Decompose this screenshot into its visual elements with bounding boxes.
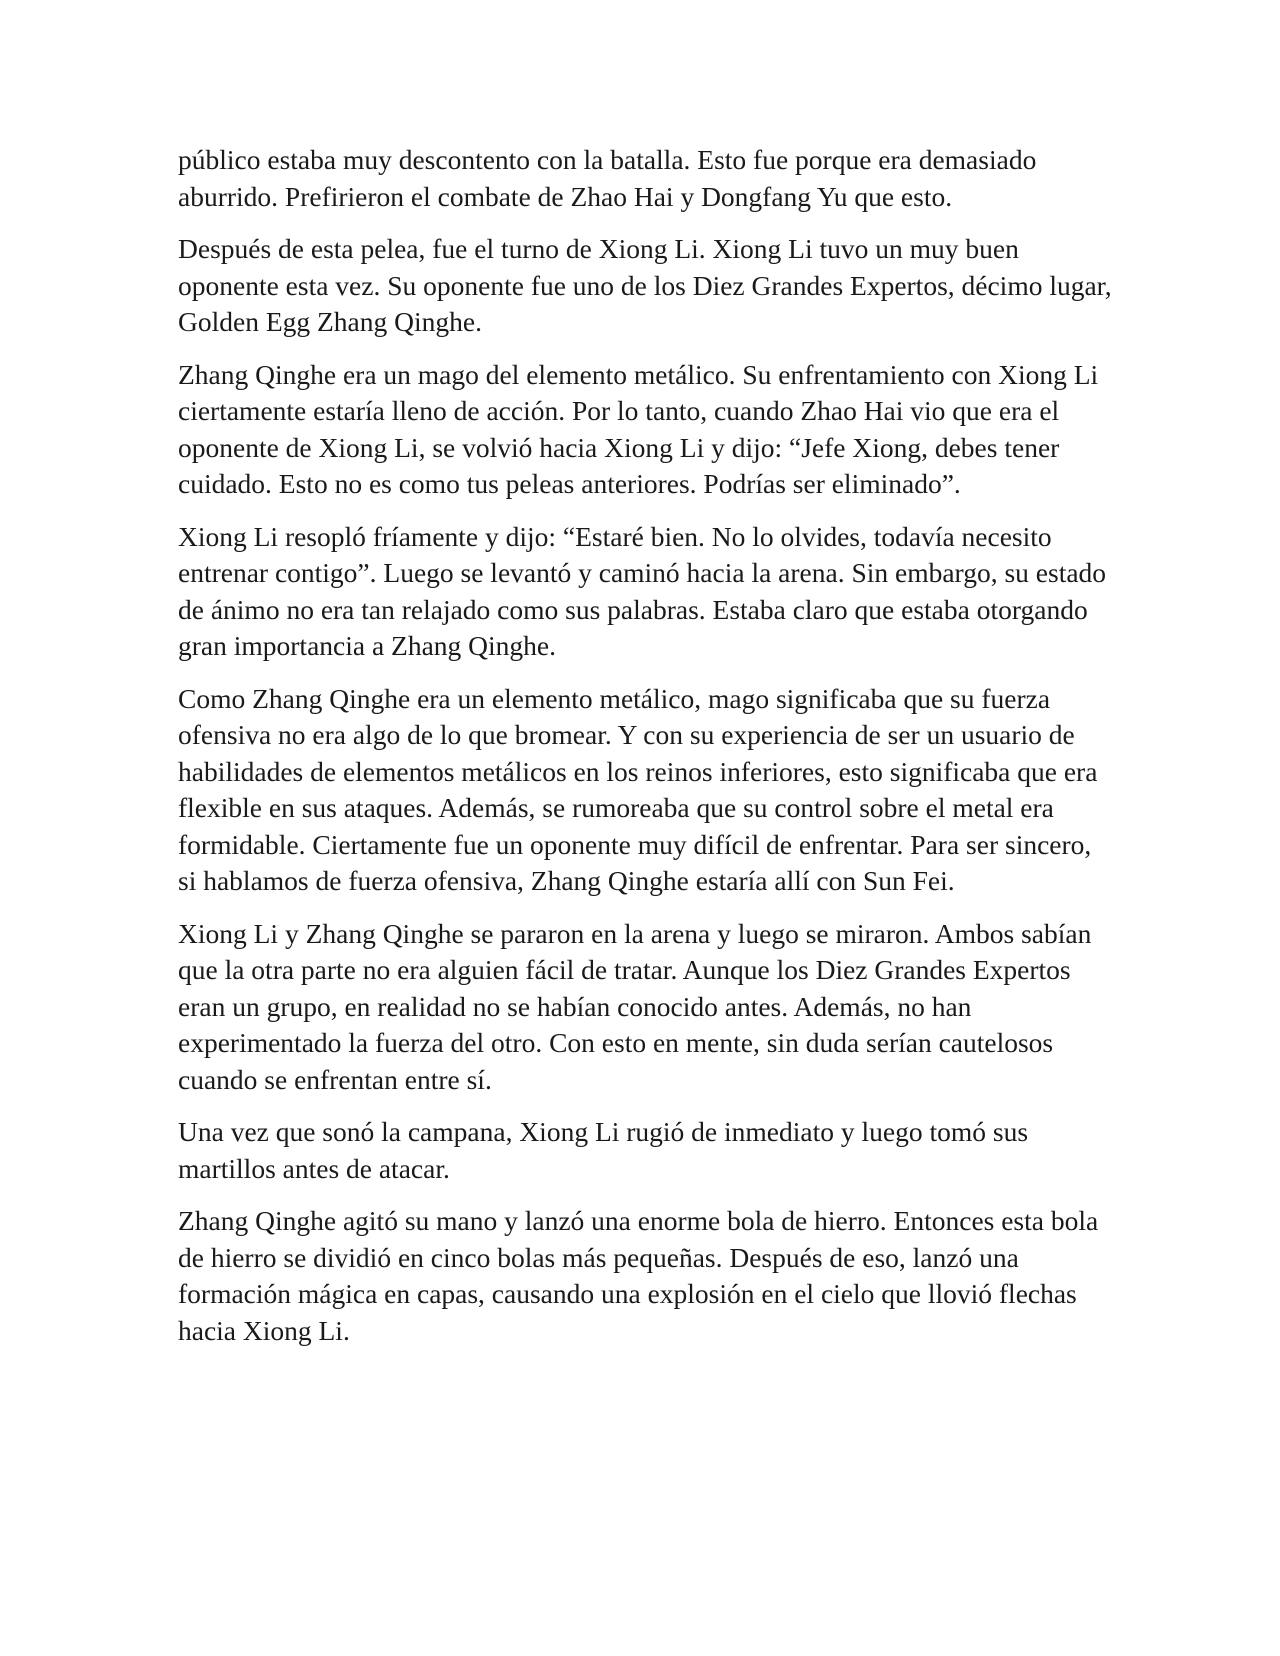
- paragraph-6: Xiong Li y Zhang Qinghe se pararon en la arena y luego se miraron. Ambos sabían que la otra parte no era alguien fácil de tratar. Aunque los Diez Grandes Expertos eran un grupo, en realidad no se habían conocido antes. Además, no han experimentado la fuerza del otro. Con esto en mente, sin duda serían cautelosos cuando se enfrentan entre sí.: [178, 917, 1092, 1095]
- paragraph-3: Zhang Qinghe era un mago del elemento metálico. Su enfrentamiento con Xiong Li ciertamente estaría lleno de acción. Por lo tanto, cuando Zhao Hai vio que era el oponente de Xiong Li, se volvió hacia Xiong Li y dijo: “Jefe Xiong, debes tener cuidado. Esto no es como tus peleas anteriores. Podrías ser eliminado”.: [178, 358, 1099, 499]
- paragraph-5: Como Zhang Qinghe era un elemento metálico, mago significaba que su fuerza ofensiva no era algo de lo que bromear. Y con su experiencia de ser un usuario de habilidades de elementos metálicos en los reinos inferiores, esto significaba que era flexible en sus ataques. Además, se rumoreaba que su control sobre el metal era formidable. Ciertamente fue un oponente muy difícil de enfrentar. Para ser sincero, si hablamos de fuerza ofensiva, Zhang Qinghe estaría allí con Sun Fei.: [178, 682, 1098, 896]
- paragraph-7: Una vez que sonó la campana, Xiong Li rugió de inmediato y luego tomó sus martillos antes de atacar.: [178, 1116, 1029, 1184]
- document-page: [178, 142, 1113, 1365]
- paragraph-2: Después de esta pelea, fue el turno de Xiong Li. Xiong Li tuvo un muy buen oponente esta vez. Su oponente fue uno de los Diez Grandes Expertos, décimo lugar, Golden Egg Zhang Qinghe.: [178, 233, 1112, 337]
- paragraph-8: Zhang Qinghe agitó su mano y lanzó una enorme bola de hierro. Entonces esta bola de hierro se dividió en cinco bolas más pequeñas. Después de eso, lanzó una formación mágica en capas, causando una explosión en el cielo que llovió flechas hacia Xiong Li.: [178, 1205, 1099, 1346]
- paragraph-1: público estaba muy descontento con la batalla. Esto fue porque era demasiado aburrido. Prefirieron el combate de Zhao Hai y Dongfang Yu que esto.: [178, 144, 1037, 212]
- paragraph-4: Xiong Li resopló fríamente y dijo: “Estaré bien. No lo olvides, todavía necesito entrenar contigo”. Luego se levantó y caminó hacia la arena. Sin embargo, su estado de ánimo no era tan relajado como sus palabras. Estaba claro que estaba otorgando gran importancia a Zhang Qinghe.: [178, 520, 1107, 661]
